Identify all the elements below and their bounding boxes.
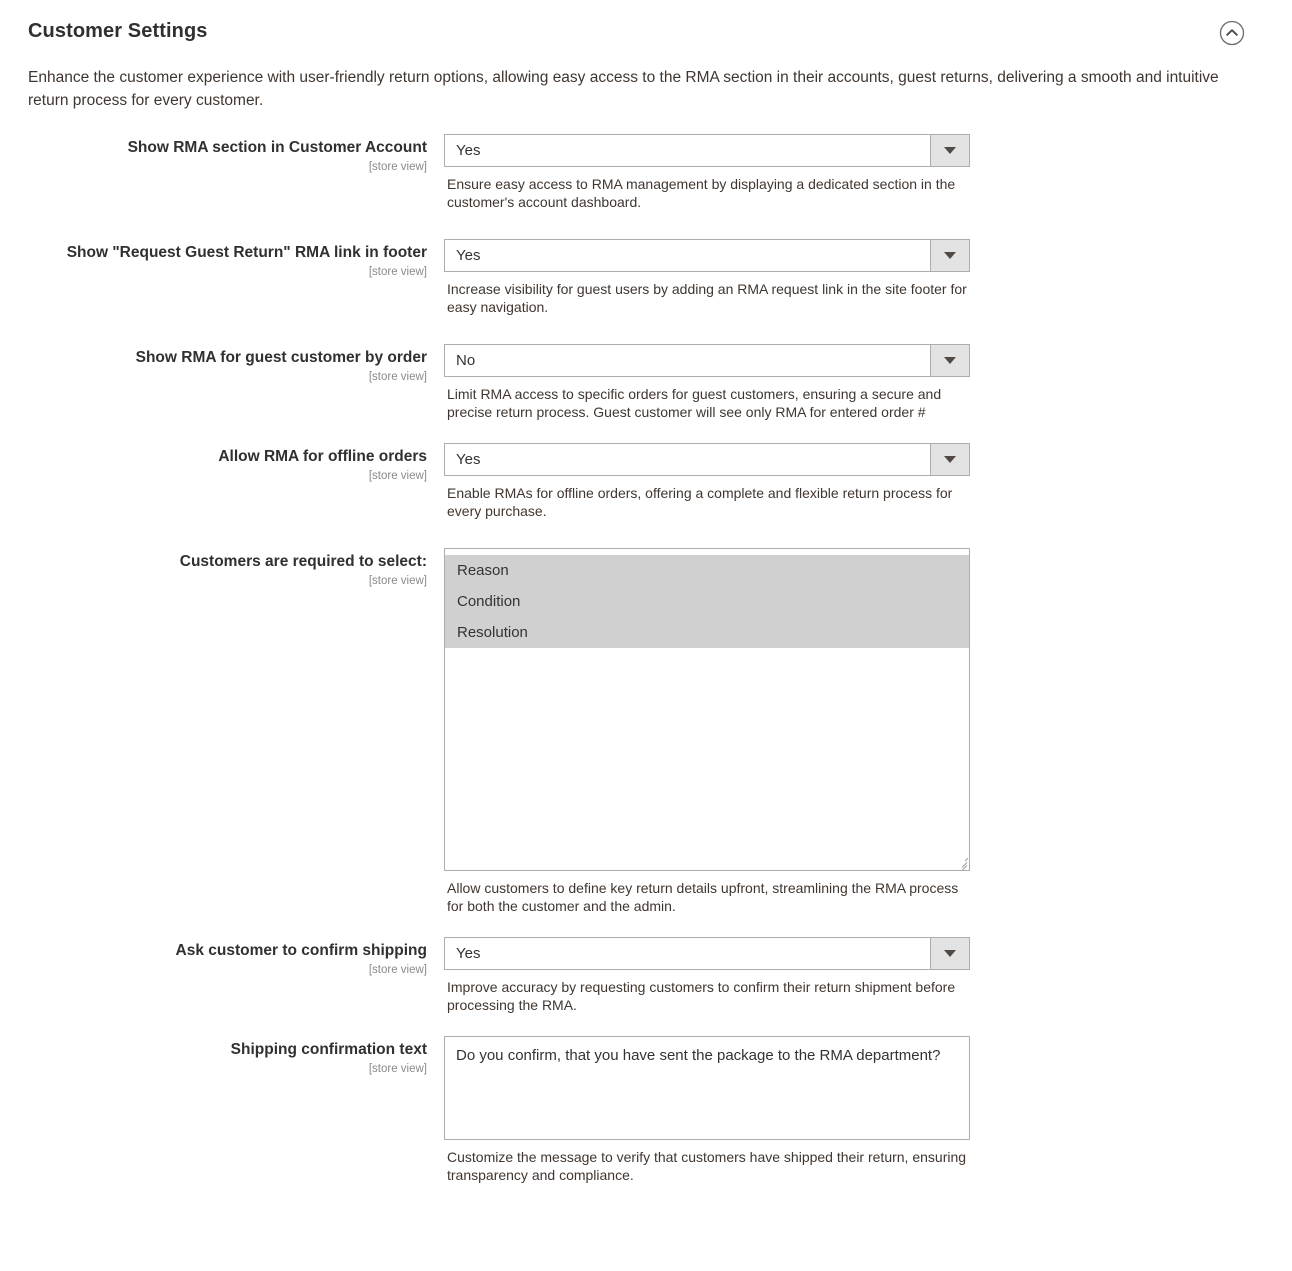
field-row-show-rma-for-guest-customer-by-order <box>20 344 1272 421</box>
field-control-wrap <box>444 239 970 316</box>
field-scope: [store view] <box>368 371 427 383</box>
field-scope: [store view] <box>368 266 427 278</box>
field-label: Ask customer to confirm shipping <box>175 942 427 959</box>
field-label-wrap <box>20 548 444 589</box>
field-label: Show "Request Guest Return" RMA link in footer <box>66 244 427 261</box>
field-control-wrap <box>444 1036 970 1184</box>
select-ask-customer-to-confirm-shipping[interactable] <box>444 937 970 970</box>
textarea-shipping-confirmation-text[interactable]: Do you confirm, that you have sent the package to the RMA department? <box>444 1036 970 1140</box>
field-label: Show RMA for guest customer by order <box>135 349 427 366</box>
field-note: Enable RMAs for offline orders, offering a complete and flexible return process for every purchase. <box>447 485 953 519</box>
select-value: Yes <box>456 142 481 159</box>
field-control-wrap <box>444 548 970 915</box>
field-scope: [store view] <box>368 161 427 173</box>
field-scope: [store view] <box>368 1063 427 1075</box>
select-value: Yes <box>456 451 481 468</box>
list-item[interactable]: Reason <box>445 555 969 586</box>
field-control-wrap <box>444 443 970 520</box>
list-item[interactable]: Condition <box>445 586 969 617</box>
chevron-down-icon[interactable] <box>930 135 969 166</box>
select-value: Yes <box>456 247 481 264</box>
select-show-rma-for-guest-customer-by-order[interactable] <box>444 344 970 377</box>
field-label: Allow RMA for offline orders <box>218 448 427 465</box>
field-note: Allow customers to define key return details upfront, streamlining the RMA process for both the customer and the admin. <box>447 880 959 914</box>
field-label-wrap <box>20 344 444 385</box>
field-label: Customers are required to select: <box>179 553 427 570</box>
field-label: Shipping confirmation text <box>230 1041 427 1058</box>
field-control-wrap <box>444 134 970 211</box>
field-row-ask-customer-to-confirm-shipping <box>20 937 1272 1014</box>
field-note: Ensure easy access to RMA management by displaying a dedicated section in the customer's account dashboard. <box>447 176 956 210</box>
field-label-wrap <box>20 443 444 484</box>
chevron-down-icon[interactable] <box>930 345 969 376</box>
resize-handle[interactable] <box>954 855 968 869</box>
field-note: Limit RMA access to specific orders for guest customers, ensuring a secure and precise return process. Guest customer will see only RMA for entered order # <box>447 386 942 420</box>
field-label-wrap <box>20 937 444 978</box>
chevron-down-icon[interactable] <box>930 444 969 475</box>
field-scope: [store view] <box>368 575 427 587</box>
chevron-down-icon[interactable] <box>930 240 969 271</box>
field-label: Show RMA section in Customer Account <box>127 139 427 156</box>
select-show-rma-section-in-customer-account[interactable] <box>444 134 970 167</box>
multiselect-customers-are-required-to-select[interactable] <box>444 548 970 871</box>
field-control-wrap <box>444 344 970 421</box>
field-label-wrap <box>20 239 444 280</box>
field-scope: [store view] <box>368 470 427 482</box>
field-row-customers-are-required-to-select <box>20 548 1272 915</box>
field-row-show-request-guest-return-rma-link-in-footer <box>20 239 1272 316</box>
field-label-wrap <box>20 1036 444 1077</box>
chevron-up-circle-icon[interactable] <box>1216 17 1248 49</box>
field-row-allow-rma-for-offline-orders <box>20 443 1272 520</box>
field-note: Improve accuracy by requesting customers to confirm their return shipment before processing the RMA. <box>447 979 956 1013</box>
section-header <box>20 0 1272 54</box>
field-note: Customize the message to verify that customers have shipped their return, ensuring transparency and compliance. <box>447 1149 967 1183</box>
chevron-down-icon[interactable] <box>930 938 969 969</box>
select-value: No <box>456 352 476 369</box>
field-row-show-rma-section-in-customer-account <box>20 134 1272 211</box>
field-note: Increase visibility for guest users by adding an RMA request link in the site footer for easy navigation. <box>447 281 967 315</box>
section-description: Enhance the customer experience with user-friendly return options, allowing easy access to the RMA section in their accounts, guest returns, delivering a smooth and intuitive return process for every customer. <box>28 69 1219 109</box>
field-control-wrap <box>444 937 970 1014</box>
list-item[interactable]: Resolution <box>445 617 969 648</box>
select-allow-rma-for-offline-orders[interactable] <box>444 443 970 476</box>
field-row-shipping-confirmation-text <box>20 1036 1272 1184</box>
select-value: Yes <box>456 945 481 962</box>
page-title: Customer Settings <box>28 20 208 42</box>
select-show-request-guest-return-rma-link-in-footer[interactable] <box>444 239 970 272</box>
field-scope: [store view] <box>368 964 427 976</box>
settings-form <box>20 112 1272 1184</box>
field-label-wrap <box>20 134 444 175</box>
